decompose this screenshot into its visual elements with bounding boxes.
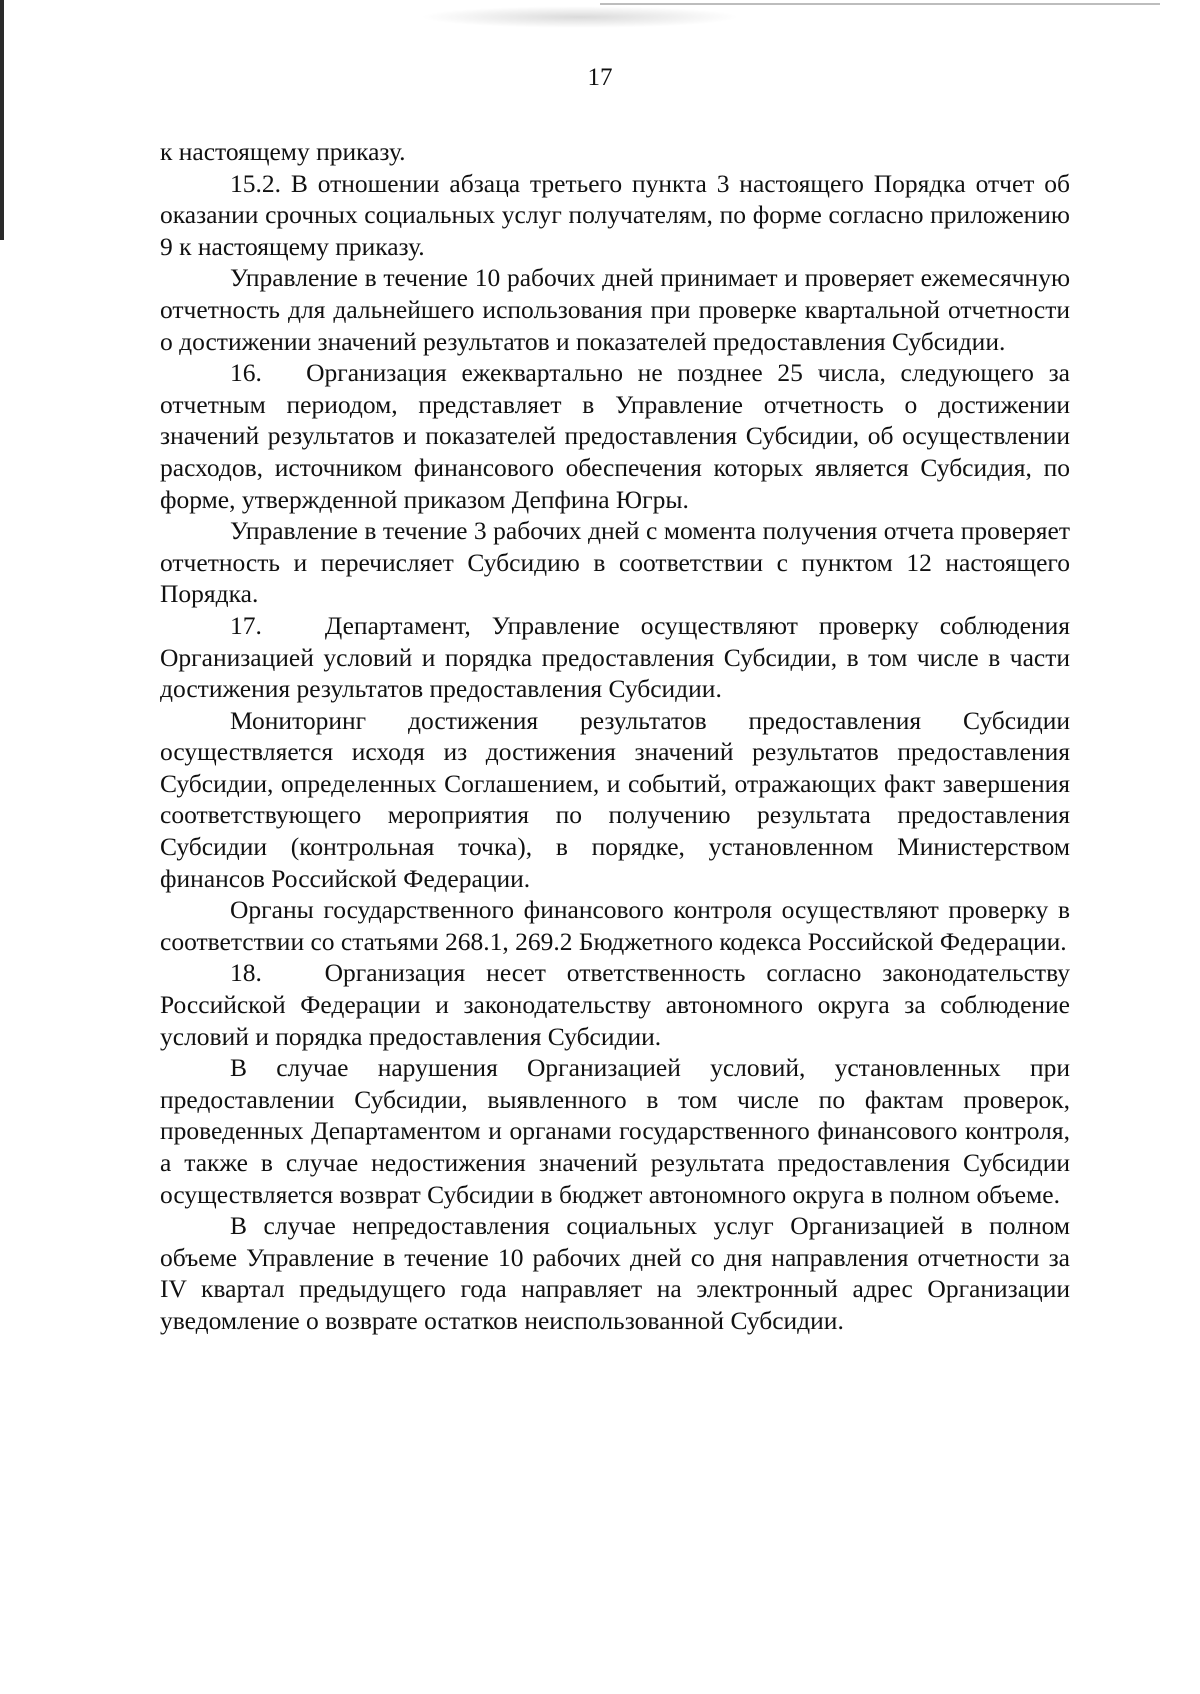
scan-left-edge [0, 0, 4, 240]
document-body [160, 136, 1070, 1337]
paragraph: 15.2. В отношении абзаца третьего пункта 3 настоящего Порядка отчет об оказании срочных социальных услуг получателям, по форме согласно приложению 9 к настоящему приказу. [160, 168, 1070, 261]
paragraph: Управление в течение 10 рабочих дней принимает и проверяет ежемесячную отчетность для дальнейшего использования при проверке квартальной отчетности о достижении значений результатов и показателей предоставления Субсидии. [160, 263, 1070, 356]
page-number: 17 [587, 64, 613, 91]
paragraph: В случае непредоставления социальных услуг Организацией в полном объеме Управление в течение 10 рабочих дней со дня направления отчетности за IV квартал предыдущего года направляет на электронный адрес Организации уведомление о возврате остатков неиспользованной Субсидии. [160, 1211, 1070, 1335]
paragraph: Мониторинг достижения результатов предоставления Субсидии осуществляется исходя из достижения значений результатов предоставления Субсидии, определенных Соглашением, и событий, отражающих факт завершения соответствующего мероприятия по получению результата предоставления Субсидии (контрольная точка), в порядке, установленном Министерством финансов Российской Федерации. [160, 705, 1070, 893]
paragraph: 17. Департамент, Управление осуществляют проверку соблюдения Организацией условий и порядка предоставления Субсидии, в том числе в части достижения результатов предоставления Субсидии. [160, 610, 1070, 704]
paragraph: В случае нарушения Организацией условий, установленных при предоставлении Субсидии, выявленного в том числе по фактам проверок, проведенных Департаментом и органами государственного финансового контроля, а также в случае недостижения значений результата предоставления Субсидии осуществляется возврат Субсидии в бюджет автономного округа в полном объеме. [160, 1053, 1070, 1209]
paragraph: к настоящему приказу. [160, 137, 406, 166]
paragraph: 16. Организация ежеквартально не позднее 25 числа, следующего за отчетным периодом, представляет в Управление отчетность о достижении значений результатов и показателей предоставления Субсидии, об осуществлении расходов, источником финансового обеспечения которых является Субсидия, по форме, утвержденной приказом Депфина Югры. [160, 358, 1070, 514]
paragraph: Управление в течение 3 рабочих дней с момента получения отчета проверяет отчетность и перечисляет Субсидию в соответствии с пунктом 12 настоящего Порядка. [160, 516, 1070, 609]
scan-smudge [420, 6, 740, 28]
paragraph: 18. Организация несет ответственность согласно законодательству Российской Федерации и законодательству автономного округа за соблюдение условий и порядка предоставления Субсидии. [160, 958, 1070, 1051]
scan-top-line [600, 3, 1160, 5]
paragraph: Органы государственного финансового контроля осуществляют проверку в соответствии со статьями 268.1, 269.2 Бюджетного кодекса Российской Федерации. [160, 895, 1070, 956]
